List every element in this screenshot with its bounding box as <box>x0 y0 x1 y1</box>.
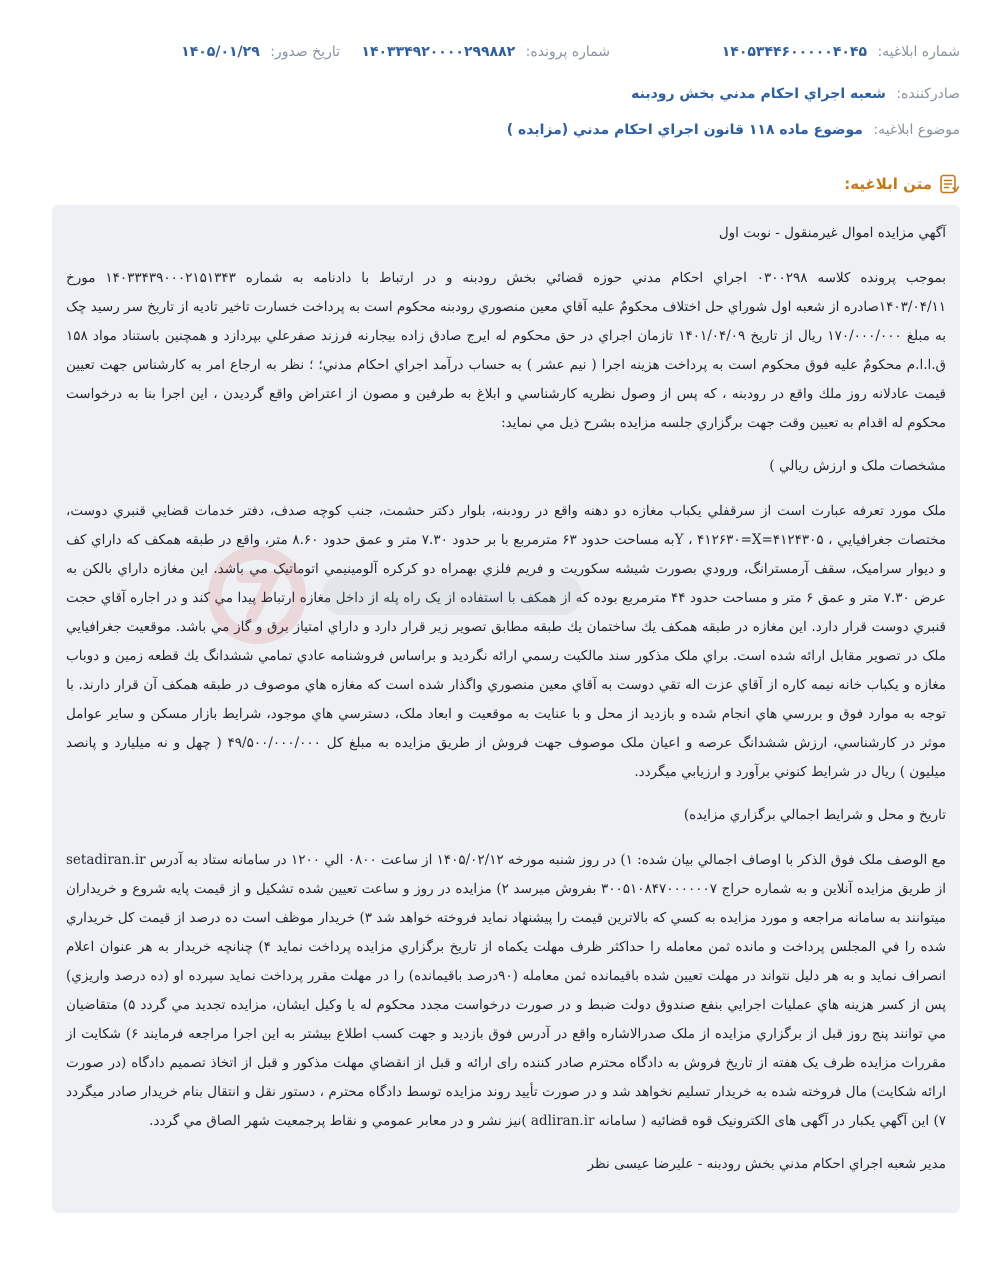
notice-number <box>722 44 960 60</box>
notice-paragraph-property: ملک مورد تعرفه عبارت است از سرقفلي يکباب مغازه دو دهنه واقع در رودبنه، بلوار دکتر حشمت، جنب کوچه صدف، دفتر خدمات قضايي قنبري دوست، مختصات جغرافيايي ، ۴۱۲۴۳۰۵=Y ، ۴۱۲۶۳۰=Xبه مساحت حدود ۶۳ مترمربع با بر حدود ۷.۳۰ متر و عمق حدود ۸.۶۰ متر، واقع در طبقه همکف که داراي کف و ديوار سراميک، سقف آرمسترانگ، ورودي بصورت شيشه سکوريت و فريم فلزي بهمراه دو کرکره آلومينيمي اتوماتيک مي باشد. اين مغازه داراي بالکن به عرض ۷.۳۰ متر و عمق ۶ متر و مساحت حدود ۴۴ مترمربع بوده که از همکف با استفاده از يک راه پله از داخل مغازه ارتباط پيدا مي کند و در اجاره آقاي حجت قنبري دوست قرار دارد. اين مغازه در طبقه همکف يك ساختمان يك طبقه مطابق تصوير زير قرار دارد و داراي امتياز برق و گاز مي باشد. موقعيت جغرافيايي ملک در تصوير مقابل ارائه شده است. براي ملک مذکور سند مالکيت رسمي ارائه نگرديد و براساس فروشنامه عادي تمامي ششدانگ يك قطعه زمين و دوباب مغازه و يکباب خانه نيمه كاره از آقاي عزت اله تقي دوست به آقاي معين منصوري واگذار شده است که مغازه هاي موصوف در طبقه همکف آن قرار دارند. با توجه به موارد فوق و بررسي هاي انجام شده و بازديد از محل و با عنايت به موقعيت و ابعاد ملک، دسترسي هاي موجود، شرايط بازار مسکن و ساير عوامل موثر در کارشناسي، ارزش ششدانگ عرصه و اعيان ملک موصوف جهت فروش از طريق مزايده به مبلغ کل ۴۹/۵۰۰/۰۰۰/۰۰۰ ( چهل و نه ميليارد و پانصد ميليون ) ريال در شرايط کنوني برآورد و ارزيابي ميگردد. <box>66 503 947 780</box>
auction-section-heading: تاريخ و محل و شرايط اجمالي برگزاري مزايده) <box>683 807 946 823</box>
document-list-icon <box>938 173 960 195</box>
notice-signature: مدير شعبه اجراي احکام مدني بخش رودبنه - عليرضا عيسی نظر <box>587 1156 946 1172</box>
notice-number-label: شماره ابلاغيه: <box>877 44 960 60</box>
issue-date-value: ۱۴۰۵/۰۱/۲۹ <box>181 44 260 60</box>
issue-date-label: تاريخ صدور: <box>270 44 340 60</box>
notice-text-box <box>52 205 960 1213</box>
notice-paragraph-case: بموجب پرونده کلاسه ۰۳۰۰۲۹۸ اجراي احکام مدني حوزه قضائي بخش رودبنه و در ارتباط با دادنامه به شماره ۱۴۰۳۳۴۳۹۰۰۰۲۱۵۱۳۴۳ مورخ ۱۴۰۳/۰۴/۱۱صادره از شعبه اول شوراي حل اختلاف محکومٌ عليه آقاي معين منصوري رودبنه محکوم است به پرداخت خسارت تاخير تاديه از تاريخ سر رسيد چک به مبلغ ۱۷۰/۰۰۰/۰۰۰ ريال از تاريخ ۱۴۰۱/۰۴/۰۹ تازمان اجراي در حق محکوم له ايرج صادق زاده بيجارنه فرزند صفرعلي بپردازد و همچنين باستناد مواد ۱۵۸ ق.ا.ا.م محکومٌ عليه فوق محکوم است به پرداخت هزينه اجرا ( نيم عشر ) به حساب درآمد اجراي احکام مدني؛ ؛ نظر به ارجاع امر به کارشناس جهت تعيين قيمت عادلانه روز ملك واقع در رودبنه ، که پس از وصول نظريه کارشناسي و ابلاغ به طرفين و مصون از اعتراض واقع گرديدن ، اين اجرا بنا به درخواست محکوم له اقدام به تعيين وقت جهت برگزاري جلسه مزايده بشرح ذيل مي نمايد: <box>66 270 947 431</box>
subject-label: موضوع ابلاغيه: <box>873 122 960 138</box>
issue-date <box>181 44 340 60</box>
notice-text-title: متن ابلاغيه: <box>844 175 932 193</box>
notice-heading: آگهي مزايده اموال غيرمنقول - نوبت اول <box>718 225 946 241</box>
case-number-label: شماره پرونده: <box>525 44 610 60</box>
case-number <box>361 44 610 60</box>
notice-paragraph-auction: مع الوصف ملک فوق الذکر با اوصاف اجمالي بيان شده: ۱) در روز شنبه مورخه ۱۴۰۵/۰۲/۱۲ از ساعت ۰۸۰۰ الي ۱۲۰۰ در سامانه ستاد به آدرس setadiran.ir از طريق مزايده آنلاين و به شماره حراج ۳۰۰۵۱۰۸۴۷۰۰۰۰۰۰۷ بفروش ميرسد ۲) مزايده در روز و ساعت تعيين شده تشکيل و از قيمت پايه شروع و خريداران ميتوانند به سامانه مراجعه و مورد مزايده به کسي که بالاترين قيمت را پيشنهاد نمايد فروخته خواهد شد ۳) خريدار موظف است ده درصد از قيمت کل خريداري شده را في المجلس پرداخت و مانده ثمن معامله را حداکثر ظرف مهلت يکماه از تاريخ برگزاري مزايده پرداخت نمايد ۴) چنانچه خريدار به هر عنوان اعلام انصراف نمايد و به هر دليل نتواند در مهلت تعيين شده باقيمانده ثمن معامله (۹۰درصد باقيمانده) را در مهلت مقرر پرداخت نمايد سپرده او (ده درصد واريزي) پس از كسر هزينه هاي عمليات اجرايي بنفع صندوق دولت ضبط و در صورت درخواست مجدد محكوم له يا وكيل ايشان، مزايده تجديد مي گردد ۵) متقاضيان مي توانند پنج روز قبل از برگزاري مزايده از ملک صدرالاشاره واقع در آدرس فوق بازديد و جهت کسب اطلاع بيشتر به اين اجرا مراجعه فرمايند ۶) شکايت از مقررات مزايده ظرف يک هفته از تاريخ فروش به دادگاه محترم صادر کننده راى ارائه و قبل از انقضاي مهلت مذکور و قبل از اتخاذ تصميم دادگاه (در صورت ارائه شکايت) مال فروخته شده به خريدار تسليم نخواهد شد و در صورت تأييد روند مزايده توسط دادگاه محترم ، دستور نقل و انتقال بنام خريدار صادر ميگردد ۷) اين آگهي يکبار در آگهی های الکترونيک قوه قضائيه ( سامانه adliran.ir )نيز نشر و در معابر عمومي و نقاط پرجمعيت شهر الصاق مي گردد. <box>66 852 947 1129</box>
notice-text-heading <box>844 170 960 198</box>
case-number-value: ۱۴۰۳۳۴۹۲۰۰۰۰۲۹۹۸۸۲ <box>361 44 516 60</box>
issuer-line <box>631 86 960 102</box>
issuer-label: صادرکننده: <box>896 86 960 102</box>
issuer-value: شعبه اجراي احکام مدني بخش رودبنه <box>631 86 886 102</box>
notice-number-value: ۱۴۰۵۳۴۴۶۰۰۰۰۰۴۰۴۵ <box>721 44 867 60</box>
notice-meta-row <box>40 44 960 72</box>
subject-value: موضوع ماده ۱۱۸ قانون اجراي احكام مدني (مزايده ) <box>506 122 863 138</box>
subject-line <box>507 122 960 138</box>
property-section-heading: مشخصات ملک و ارزش ريالي ) <box>769 458 946 474</box>
